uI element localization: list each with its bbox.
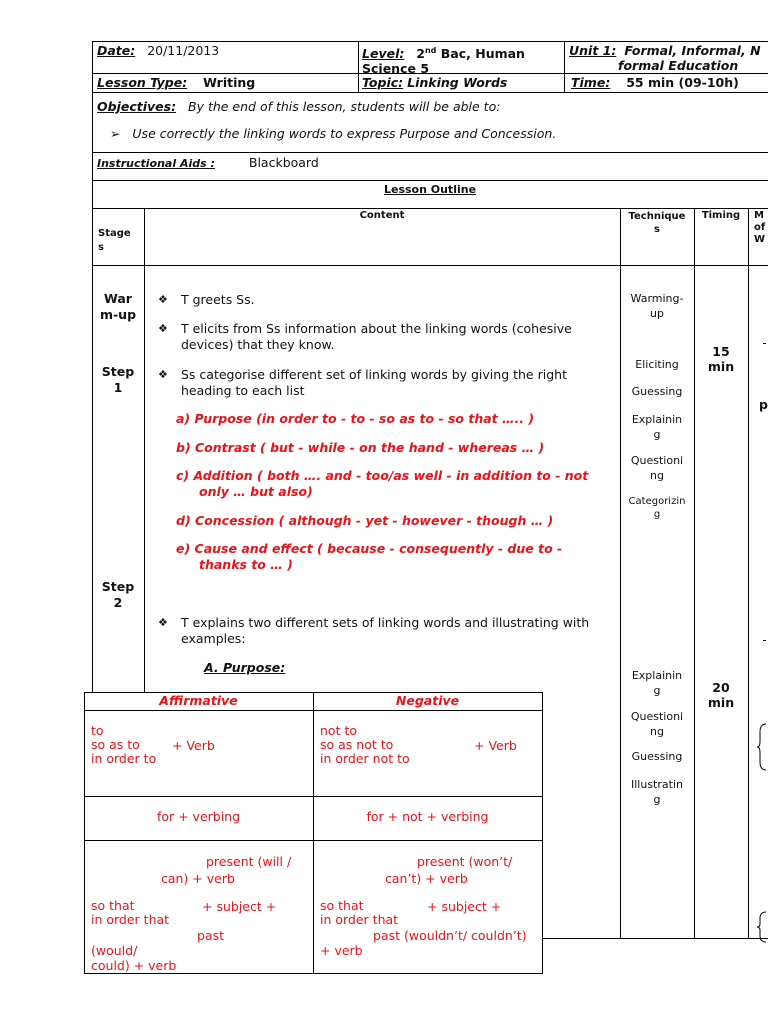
negative-infinitive-forms: not to so as not to in order not to (320, 723, 410, 766)
list-addition: c) Addition ( both …. and - too/as well - in addition to - not only … but also) (176, 468, 589, 499)
lesson-outline-title: Lesson Outline (383, 183, 477, 196)
col-header-modes: M of W (754, 210, 766, 245)
brace-icon (756, 910, 768, 944)
affirmative-infinitive-forms: to so as to in order to (91, 723, 157, 766)
mode-mark (763, 343, 766, 344)
lesson-type-value: Writing (203, 75, 256, 90)
bullet-icon: ❖ (158, 616, 168, 629)
aids-label: Instructional Aids : (97, 157, 215, 170)
bullet-icon: ❖ (158, 322, 168, 335)
list-purpose: a) Purpose (in order to - to - so as to - so that ….. ) (176, 411, 535, 426)
list-concession: d) Concession ( although - yet - however - though … ) (176, 513, 554, 528)
date-value: 20/11/2013 (147, 43, 220, 58)
bullet-icon: ❖ (158, 368, 168, 381)
content-elicit: T elicits from Ss information about the linking words (cohesive devices) that they know. (181, 321, 572, 352)
technique-warming-up: Warming- up (630, 292, 684, 320)
mode-mark (763, 640, 766, 641)
technique-guessing: Guessing (631, 385, 683, 398)
unit-label: Unit 1: (569, 43, 617, 58)
content-greet: T greets Ss. (181, 292, 255, 307)
time-label: Time: (571, 75, 611, 90)
time-field (571, 75, 739, 90)
lesson-type-label: Lesson Type: (97, 75, 188, 90)
date-field (97, 43, 219, 58)
timing-20-min: 20 min (707, 680, 735, 710)
affirmative-present-1: present (will / (206, 854, 292, 869)
level-field (362, 43, 562, 76)
technique-eliciting: Eliciting (635, 358, 679, 371)
objectives-label: Objectives: (97, 99, 177, 114)
technique-illustrating: Illustratin g (631, 778, 683, 806)
unit-value: Formal, Informal, N (624, 43, 761, 58)
topic-field (362, 75, 507, 90)
level-value-text: Bac, Human (436, 46, 525, 62)
date-label: Date: (97, 43, 136, 58)
technique-guessing-2: Guessing (631, 750, 683, 763)
objective-text: Use correctly the linking words to express Purpose and Concession. (132, 126, 557, 141)
negative-verb: + Verb (474, 738, 517, 753)
arrow-icon: ➢ (110, 126, 121, 141)
objective-item (110, 126, 556, 141)
negative-so-that: so that in order that (320, 898, 399, 927)
bullet-icon: ❖ (158, 293, 168, 306)
purpose-table (84, 692, 543, 974)
col-header-timing: Timing (701, 210, 741, 221)
col-header-techniques: Technique s (628, 211, 686, 235)
col-header-content: Content (359, 210, 405, 221)
list-contrast: b) Contrast ( but - while - on the hand - whereas … ) (176, 440, 545, 455)
timing-15-min: 15 min (707, 344, 735, 374)
objectives-heading (97, 99, 500, 114)
col-header-stages: Stage s (98, 228, 131, 253)
level-value-line2: Science 5 (362, 61, 430, 77)
negative-for-verbing: for + not + verbing (366, 809, 489, 824)
negative-present-1: present (won’t/ (417, 854, 513, 869)
technique-explaining: Explainin g (631, 413, 683, 441)
col-affirmative: Affirmative (159, 693, 238, 708)
technique-explaining-2: Explainin g (631, 669, 683, 697)
stage-step2: Step 2 (101, 579, 135, 610)
affirmative-for-verbing: for + verbing (156, 809, 241, 824)
level-value-number: 2 (416, 46, 425, 62)
objectives-intro: By the end of this lesson, students will be able to: (188, 99, 501, 114)
mode-pair: p (759, 397, 768, 412)
affirmative-verb: + Verb (172, 738, 215, 753)
technique-questioning-2: Questioni ng (630, 710, 684, 738)
content-categorise: Ss categorise different set of linking words by giving the right heading to each list (181, 367, 567, 398)
col-negative: Negative (395, 693, 460, 708)
level-value-suffix: nd (424, 46, 437, 55)
topic-label: Topic: (362, 75, 404, 90)
list-cause-effect: e) Cause and effect ( because - consequently - due to - thanks to … ) (176, 541, 563, 572)
aids-value: Blackboard (248, 155, 319, 170)
time-value: 55 min (09-10h) (626, 75, 739, 90)
affirmative-past: past (would/ could) + verb (91, 928, 225, 973)
stage-warmup: War m-up (99, 291, 137, 322)
content-explain: T explains two different sets of linking words and illustrating with examples: (181, 615, 590, 646)
affirmative-subject: + subject + (202, 899, 277, 914)
unit-field (569, 43, 768, 73)
lesson-type-field (97, 75, 255, 90)
stage-step1: Step 1 (101, 364, 135, 395)
unit-value-line2: formal Education (618, 58, 739, 73)
technique-categorizing: Categorizin g (628, 496, 686, 520)
negative-present-2: can’t) + verb (385, 871, 468, 886)
affirmative-so-that: so that in order that (91, 898, 170, 927)
brace-icon (756, 722, 768, 772)
instructional-aids (97, 155, 319, 170)
topic-value: Linking Words (407, 75, 508, 90)
section-purpose: A. Purpose: (204, 660, 286, 675)
level-label: Level: (362, 46, 405, 62)
negative-subject: + subject + (427, 899, 502, 914)
technique-questioning: Questioni ng (630, 454, 684, 482)
affirmative-present-2: can) + verb (161, 871, 235, 886)
negative-past: past (wouldn’t/ couldn’t) + verb (320, 928, 527, 958)
